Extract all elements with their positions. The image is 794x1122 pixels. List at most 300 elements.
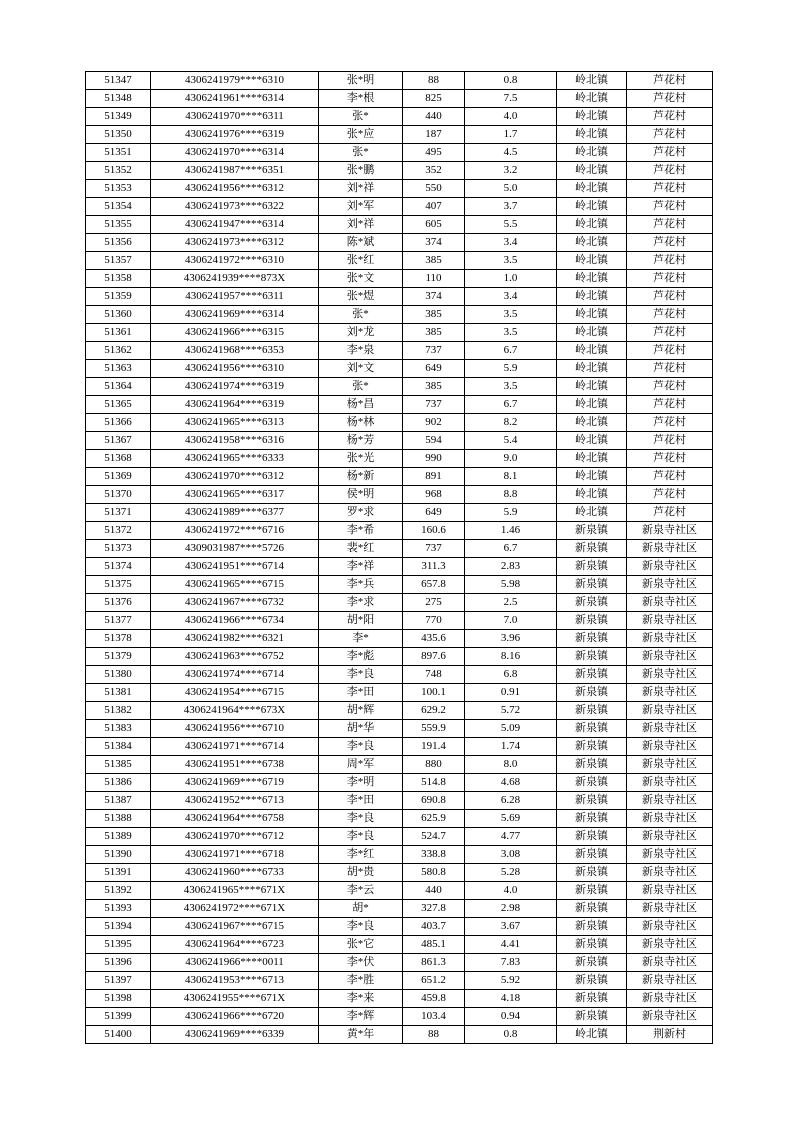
cell-area: 4.0	[465, 882, 557, 900]
cell-serial: 51400	[86, 1026, 151, 1044]
cell-village: 芦花村	[627, 288, 713, 306]
cell-amount: 374	[403, 234, 465, 252]
cell-id_number: 4306241967****6715	[151, 918, 319, 936]
table-row	[86, 216, 713, 234]
cell-amount: 514.8	[403, 774, 465, 792]
cell-town: 新泉镇	[557, 630, 627, 648]
cell-village: 新泉寺社区	[627, 1008, 713, 1026]
cell-village: 芦花村	[627, 360, 713, 378]
cell-name: 李*良	[319, 738, 403, 756]
cell-village: 新泉寺社区	[627, 954, 713, 972]
cell-serial: 51397	[86, 972, 151, 990]
cell-area: 3.2	[465, 162, 557, 180]
cell-village: 新泉寺社区	[627, 522, 713, 540]
cell-town: 新泉镇	[557, 540, 627, 558]
table-row	[86, 594, 713, 612]
cell-area: 5.98	[465, 576, 557, 594]
cell-name: 刘*文	[319, 360, 403, 378]
cell-village: 新泉寺社区	[627, 774, 713, 792]
cell-id_number: 4306241966****0011	[151, 954, 319, 972]
table-row	[86, 414, 713, 432]
cell-name: 李*根	[319, 90, 403, 108]
cell-town: 新泉镇	[557, 522, 627, 540]
cell-id_number: 4306241956****6710	[151, 720, 319, 738]
cell-name: 张*文	[319, 270, 403, 288]
cell-id_number: 4306241973****6322	[151, 198, 319, 216]
cell-name: 李*来	[319, 990, 403, 1008]
cell-name: 张*	[319, 108, 403, 126]
cell-id_number: 4306241956****6312	[151, 180, 319, 198]
table-row	[86, 540, 713, 558]
cell-id_number: 4309031987****5726	[151, 540, 319, 558]
cell-area: 5.0	[465, 180, 557, 198]
cell-amount: 524.7	[403, 828, 465, 846]
cell-village: 芦花村	[627, 504, 713, 522]
table-row	[86, 396, 713, 414]
cell-id_number: 4306241966****6720	[151, 1008, 319, 1026]
cell-name: 李*希	[319, 522, 403, 540]
cell-serial: 51369	[86, 468, 151, 486]
cell-serial: 51386	[86, 774, 151, 792]
cell-amount: 385	[403, 324, 465, 342]
cell-town: 新泉镇	[557, 792, 627, 810]
cell-area: 0.91	[465, 684, 557, 702]
cell-serial: 51355	[86, 216, 151, 234]
cell-name: 杨*林	[319, 414, 403, 432]
cell-serial: 51359	[86, 288, 151, 306]
cell-amount: 311.3	[403, 558, 465, 576]
cell-amount: 861.3	[403, 954, 465, 972]
cell-id_number: 4306241970****6314	[151, 144, 319, 162]
cell-id_number: 4306241964****673X	[151, 702, 319, 720]
cell-town: 新泉镇	[557, 612, 627, 630]
cell-amount: 737	[403, 396, 465, 414]
table-row	[86, 990, 713, 1008]
cell-village: 芦花村	[627, 396, 713, 414]
cell-serial: 51371	[86, 504, 151, 522]
cell-serial: 51349	[86, 108, 151, 126]
cell-name: 李*云	[319, 882, 403, 900]
cell-id_number: 4306241982****6321	[151, 630, 319, 648]
cell-id_number: 4306241956****6310	[151, 360, 319, 378]
cell-id_number: 4306241955****671X	[151, 990, 319, 1008]
cell-id_number: 4306241972****6310	[151, 252, 319, 270]
cell-amount: 495	[403, 144, 465, 162]
cell-name: 李*泉	[319, 342, 403, 360]
cell-id_number: 4306241973****6312	[151, 234, 319, 252]
cell-area: 6.28	[465, 792, 557, 810]
cell-name: 胡*阳	[319, 612, 403, 630]
cell-town: 新泉镇	[557, 594, 627, 612]
table-row	[86, 234, 713, 252]
cell-area: 1.46	[465, 522, 557, 540]
cell-amount: 459.8	[403, 990, 465, 1008]
cell-id_number: 4306241969****6719	[151, 774, 319, 792]
cell-serial: 51394	[86, 918, 151, 936]
cell-id_number: 4306241969****6339	[151, 1026, 319, 1044]
cell-village: 芦花村	[627, 90, 713, 108]
table-row	[86, 468, 713, 486]
cell-area: 8.0	[465, 756, 557, 774]
cell-town: 岭北镇	[557, 468, 627, 486]
cell-amount: 990	[403, 450, 465, 468]
cell-id_number: 4306241954****6715	[151, 684, 319, 702]
cell-serial: 51396	[86, 954, 151, 972]
cell-village: 新泉寺社区	[627, 702, 713, 720]
cell-name: 刘*祥	[319, 216, 403, 234]
cell-village: 芦花村	[627, 144, 713, 162]
cell-id_number: 4306241970****6712	[151, 828, 319, 846]
cell-town: 岭北镇	[557, 270, 627, 288]
cell-amount: 403.7	[403, 918, 465, 936]
cell-village: 芦花村	[627, 342, 713, 360]
cell-amount: 891	[403, 468, 465, 486]
cell-village: 新泉寺社区	[627, 756, 713, 774]
cell-amount: 100.1	[403, 684, 465, 702]
cell-town: 新泉镇	[557, 864, 627, 882]
cell-area: 5.09	[465, 720, 557, 738]
cell-area: 3.5	[465, 378, 557, 396]
cell-area: 3.4	[465, 234, 557, 252]
cell-serial: 51363	[86, 360, 151, 378]
cell-serial: 51358	[86, 270, 151, 288]
cell-village: 新泉寺社区	[627, 738, 713, 756]
table-row	[86, 684, 713, 702]
cell-town: 岭北镇	[557, 288, 627, 306]
cell-serial: 51399	[86, 1008, 151, 1026]
cell-id_number: 4306241939****873X	[151, 270, 319, 288]
cell-serial: 51357	[86, 252, 151, 270]
cell-id_number: 4306241974****6319	[151, 378, 319, 396]
cell-serial: 51376	[86, 594, 151, 612]
cell-amount: 338.8	[403, 846, 465, 864]
cell-area: 1.74	[465, 738, 557, 756]
cell-village: 芦花村	[627, 234, 713, 252]
cell-serial: 51392	[86, 882, 151, 900]
cell-serial: 51391	[86, 864, 151, 882]
cell-village: 新泉寺社区	[627, 882, 713, 900]
cell-name: 李*胜	[319, 972, 403, 990]
cell-name: 张*鹏	[319, 162, 403, 180]
cell-id_number: 4306241964****6758	[151, 810, 319, 828]
cell-town: 岭北镇	[557, 126, 627, 144]
cell-town: 岭北镇	[557, 396, 627, 414]
cell-village: 新泉寺社区	[627, 810, 713, 828]
cell-village: 芦花村	[627, 72, 713, 90]
cell-name: 李*良	[319, 666, 403, 684]
cell-name: 李*	[319, 630, 403, 648]
table-row	[86, 756, 713, 774]
table-row	[86, 918, 713, 936]
cell-amount: 485.1	[403, 936, 465, 954]
table-row	[86, 378, 713, 396]
cell-serial: 51364	[86, 378, 151, 396]
cell-town: 岭北镇	[557, 504, 627, 522]
cell-area: 4.18	[465, 990, 557, 1008]
table-row	[86, 270, 713, 288]
cell-name: 刘*军	[319, 198, 403, 216]
cell-village: 新泉寺社区	[627, 594, 713, 612]
cell-village: 新泉寺社区	[627, 720, 713, 738]
cell-id_number: 4306241989****6377	[151, 504, 319, 522]
cell-town: 新泉镇	[557, 666, 627, 684]
cell-amount: 580.8	[403, 864, 465, 882]
cell-town: 新泉镇	[557, 684, 627, 702]
cell-id_number: 4306241966****6315	[151, 324, 319, 342]
cell-area: 4.68	[465, 774, 557, 792]
cell-name: 黄*年	[319, 1026, 403, 1044]
cell-serial: 51348	[86, 90, 151, 108]
cell-area: 2.5	[465, 594, 557, 612]
table-row	[86, 522, 713, 540]
cell-town: 新泉镇	[557, 918, 627, 936]
table-row	[86, 666, 713, 684]
cell-village: 新泉寺社区	[627, 576, 713, 594]
cell-name: 李*田	[319, 684, 403, 702]
cell-serial: 51382	[86, 702, 151, 720]
table-row	[86, 198, 713, 216]
cell-amount: 880	[403, 756, 465, 774]
cell-amount: 690.8	[403, 792, 465, 810]
cell-serial: 51352	[86, 162, 151, 180]
cell-id_number: 4306241965****6317	[151, 486, 319, 504]
cell-id_number: 4306241965****6333	[151, 450, 319, 468]
cell-town: 新泉镇	[557, 1008, 627, 1026]
table-row	[86, 486, 713, 504]
cell-serial: 51362	[86, 342, 151, 360]
cell-name: 胡*	[319, 900, 403, 918]
cell-town: 岭北镇	[557, 486, 627, 504]
cell-town: 岭北镇	[557, 144, 627, 162]
cell-id_number: 4306241976****6319	[151, 126, 319, 144]
cell-id_number: 4306241965****671X	[151, 882, 319, 900]
cell-id_number: 4306241970****6312	[151, 468, 319, 486]
cell-amount: 737	[403, 540, 465, 558]
cell-town: 岭北镇	[557, 198, 627, 216]
cell-serial: 51365	[86, 396, 151, 414]
cell-area: 2.83	[465, 558, 557, 576]
cell-name: 胡*华	[319, 720, 403, 738]
cell-village: 新泉寺社区	[627, 918, 713, 936]
table-row	[86, 828, 713, 846]
cell-amount: 275	[403, 594, 465, 612]
cell-amount: 374	[403, 288, 465, 306]
cell-id_number: 4306241979****6310	[151, 72, 319, 90]
cell-serial: 51373	[86, 540, 151, 558]
cell-id_number: 4306241967****6732	[151, 594, 319, 612]
cell-name: 张*明	[319, 72, 403, 90]
table-row	[86, 612, 713, 630]
cell-town: 新泉镇	[557, 990, 627, 1008]
cell-town: 岭北镇	[557, 360, 627, 378]
cell-name: 张*	[319, 306, 403, 324]
cell-town: 岭北镇	[557, 324, 627, 342]
table-row	[86, 972, 713, 990]
cell-id_number: 4306241951****6714	[151, 558, 319, 576]
cell-amount: 88	[403, 72, 465, 90]
cell-town: 岭北镇	[557, 180, 627, 198]
cell-amount: 649	[403, 360, 465, 378]
cell-serial: 51350	[86, 126, 151, 144]
cell-id_number: 4306241951****6738	[151, 756, 319, 774]
cell-serial: 51379	[86, 648, 151, 666]
cell-area: 6.7	[465, 342, 557, 360]
cell-amount: 737	[403, 342, 465, 360]
cell-town: 新泉镇	[557, 738, 627, 756]
cell-serial: 51380	[86, 666, 151, 684]
table-row	[86, 630, 713, 648]
cell-area: 6.7	[465, 396, 557, 414]
cell-village: 新泉寺社区	[627, 828, 713, 846]
cell-village: 芦花村	[627, 126, 713, 144]
cell-amount: 191.4	[403, 738, 465, 756]
table-row	[86, 720, 713, 738]
cell-area: 9.0	[465, 450, 557, 468]
cell-village: 新泉寺社区	[627, 666, 713, 684]
cell-amount: 825	[403, 90, 465, 108]
table-row	[86, 864, 713, 882]
cell-area: 4.41	[465, 936, 557, 954]
cell-name: 李*兵	[319, 576, 403, 594]
cell-area: 5.5	[465, 216, 557, 234]
cell-amount: 559.9	[403, 720, 465, 738]
cell-village: 芦花村	[627, 486, 713, 504]
cell-village: 芦花村	[627, 180, 713, 198]
table-row	[86, 792, 713, 810]
cell-town: 岭北镇	[557, 432, 627, 450]
cell-village: 芦花村	[627, 450, 713, 468]
cell-serial: 51390	[86, 846, 151, 864]
cell-amount: 385	[403, 306, 465, 324]
cell-amount: 440	[403, 882, 465, 900]
cell-town: 岭北镇	[557, 162, 627, 180]
cell-village: 新泉寺社区	[627, 846, 713, 864]
cell-town: 岭北镇	[557, 90, 627, 108]
cell-area: 0.8	[465, 1026, 557, 1044]
records-table	[85, 71, 713, 1044]
cell-town: 新泉镇	[557, 576, 627, 594]
cell-village: 新泉寺社区	[627, 684, 713, 702]
cell-town: 新泉镇	[557, 810, 627, 828]
table-row	[86, 162, 713, 180]
cell-name: 张*	[319, 378, 403, 396]
cell-name: 李*辉	[319, 1008, 403, 1026]
cell-name: 李*伏	[319, 954, 403, 972]
cell-name: 李*良	[319, 918, 403, 936]
cell-amount: 440	[403, 108, 465, 126]
cell-area: 8.8	[465, 486, 557, 504]
cell-area: 0.8	[465, 72, 557, 90]
cell-id_number: 4306241947****6314	[151, 216, 319, 234]
cell-serial: 51389	[86, 828, 151, 846]
table-row	[86, 1026, 713, 1044]
cell-town: 新泉镇	[557, 882, 627, 900]
cell-name: 李*田	[319, 792, 403, 810]
cell-town: 岭北镇	[557, 378, 627, 396]
table-row	[86, 144, 713, 162]
cell-amount: 110	[403, 270, 465, 288]
cell-area: 4.5	[465, 144, 557, 162]
cell-village: 新泉寺社区	[627, 540, 713, 558]
cell-id_number: 4306241958****6316	[151, 432, 319, 450]
table-row	[86, 846, 713, 864]
cell-town: 新泉镇	[557, 972, 627, 990]
cell-town: 岭北镇	[557, 216, 627, 234]
cell-amount: 897.6	[403, 648, 465, 666]
cell-village: 荆新村	[627, 1026, 713, 1044]
cell-area: 4.0	[465, 108, 557, 126]
table-row	[86, 648, 713, 666]
cell-id_number: 4306241972****671X	[151, 900, 319, 918]
cell-amount: 435.6	[403, 630, 465, 648]
cell-area: 4.77	[465, 828, 557, 846]
cell-area: 3.7	[465, 198, 557, 216]
cell-town: 岭北镇	[557, 108, 627, 126]
cell-village: 新泉寺社区	[627, 648, 713, 666]
cell-id_number: 4306241965****6715	[151, 576, 319, 594]
cell-id_number: 4306241953****6713	[151, 972, 319, 990]
cell-name: 张*	[319, 144, 403, 162]
cell-serial: 51383	[86, 720, 151, 738]
cell-name: 周*军	[319, 756, 403, 774]
cell-town: 新泉镇	[557, 648, 627, 666]
table-row	[86, 900, 713, 918]
table-row	[86, 774, 713, 792]
cell-town: 岭北镇	[557, 1026, 627, 1044]
cell-name: 杨*新	[319, 468, 403, 486]
cell-town: 新泉镇	[557, 954, 627, 972]
cell-village: 新泉寺社区	[627, 864, 713, 882]
cell-amount: 385	[403, 252, 465, 270]
cell-village: 芦花村	[627, 414, 713, 432]
cell-village: 新泉寺社区	[627, 936, 713, 954]
cell-village: 新泉寺社区	[627, 558, 713, 576]
cell-area: 7.5	[465, 90, 557, 108]
cell-area: 1.0	[465, 270, 557, 288]
table-row	[86, 1008, 713, 1026]
cell-id_number: 4306241972****6716	[151, 522, 319, 540]
cell-serial: 51370	[86, 486, 151, 504]
table-row	[86, 360, 713, 378]
cell-serial: 51398	[86, 990, 151, 1008]
cell-town: 岭北镇	[557, 234, 627, 252]
cell-name: 李*良	[319, 810, 403, 828]
cell-id_number: 4306241969****6314	[151, 306, 319, 324]
cell-name: 罗*求	[319, 504, 403, 522]
cell-serial: 51361	[86, 324, 151, 342]
cell-village: 芦花村	[627, 378, 713, 396]
cell-serial: 51354	[86, 198, 151, 216]
cell-town: 岭北镇	[557, 450, 627, 468]
cell-serial: 51351	[86, 144, 151, 162]
cell-town: 岭北镇	[557, 72, 627, 90]
cell-amount: 748	[403, 666, 465, 684]
cell-amount: 902	[403, 414, 465, 432]
cell-amount: 657.8	[403, 576, 465, 594]
cell-village: 芦花村	[627, 252, 713, 270]
cell-id_number: 4306241970****6311	[151, 108, 319, 126]
cell-amount: 88	[403, 1026, 465, 1044]
cell-serial: 51366	[86, 414, 151, 432]
table-row	[86, 558, 713, 576]
cell-town: 岭北镇	[557, 342, 627, 360]
cell-amount: 770	[403, 612, 465, 630]
cell-area: 5.9	[465, 504, 557, 522]
cell-amount: 327.8	[403, 900, 465, 918]
cell-name: 刘*龙	[319, 324, 403, 342]
cell-area: 3.67	[465, 918, 557, 936]
cell-town: 岭北镇	[557, 252, 627, 270]
